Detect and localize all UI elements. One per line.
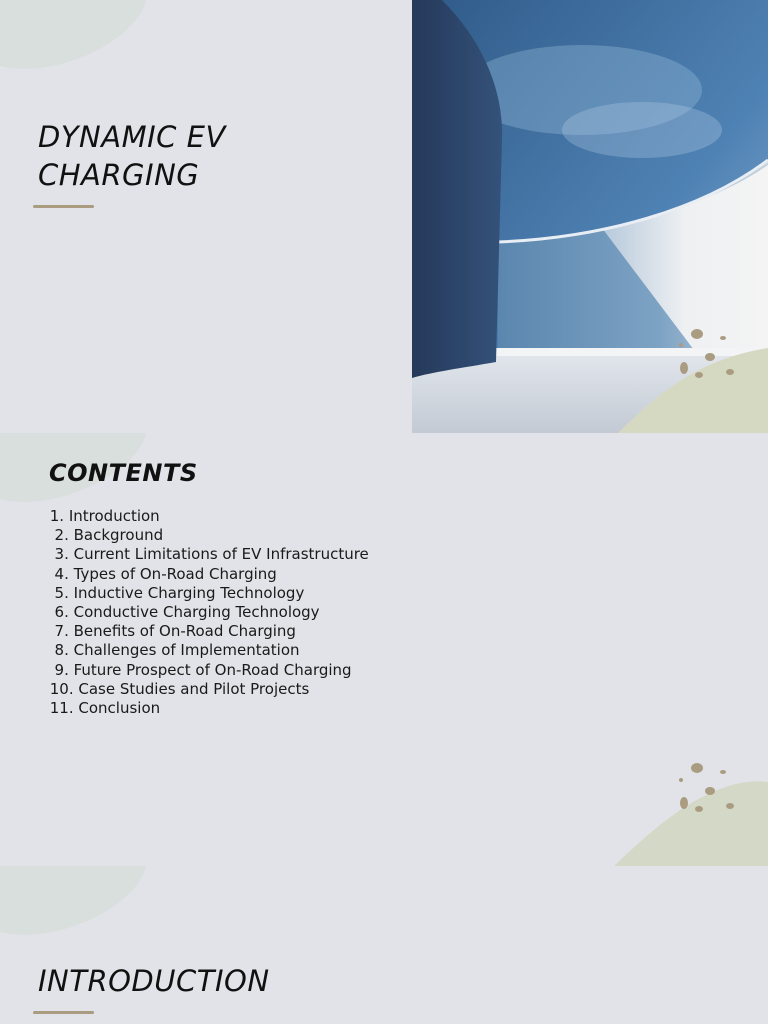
title-slide: [0, 0, 768, 433]
decorative-blob: [0, 0, 150, 70]
title-underline: [33, 205, 94, 208]
list-item: 6. Conductive Charging Technology: [45, 603, 320, 622]
contents-slide: [0, 433, 768, 866]
list-item: 2. Background: [45, 526, 164, 545]
list-item: 7. Benefits of On-Road Charging: [45, 622, 296, 641]
list-item: 3. Current Limitations of EV Infrastructure: [45, 545, 369, 564]
list-item: 4. Types of On-Road Charging: [45, 564, 277, 583]
introduction-slide: [0, 866, 768, 1024]
list-item: 5. Inductive Charging Technology: [45, 583, 305, 602]
slide-title: INTRODUCTION: [38, 964, 270, 998]
decorative-hill: [608, 756, 768, 866]
list-item: 10. Case Studies and Pilot Projects: [45, 679, 310, 698]
list-item: 1. Introduction: [45, 507, 160, 525]
list-item: 8. Challenges of Implementation: [45, 641, 300, 660]
contents-list: [45, 507, 369, 718]
list-item: 11. Conclusion: [45, 699, 161, 718]
architecture-photo: [412, 0, 768, 433]
slide-title: DYNAMIC EV CHARGING: [38, 120, 226, 192]
title-underline: [33, 1011, 94, 1014]
contents-heading: CONTENTS: [49, 459, 198, 487]
decorative-blob: [0, 866, 150, 936]
list-item: 9. Future Prospect of On-Road Charging: [45, 660, 352, 679]
